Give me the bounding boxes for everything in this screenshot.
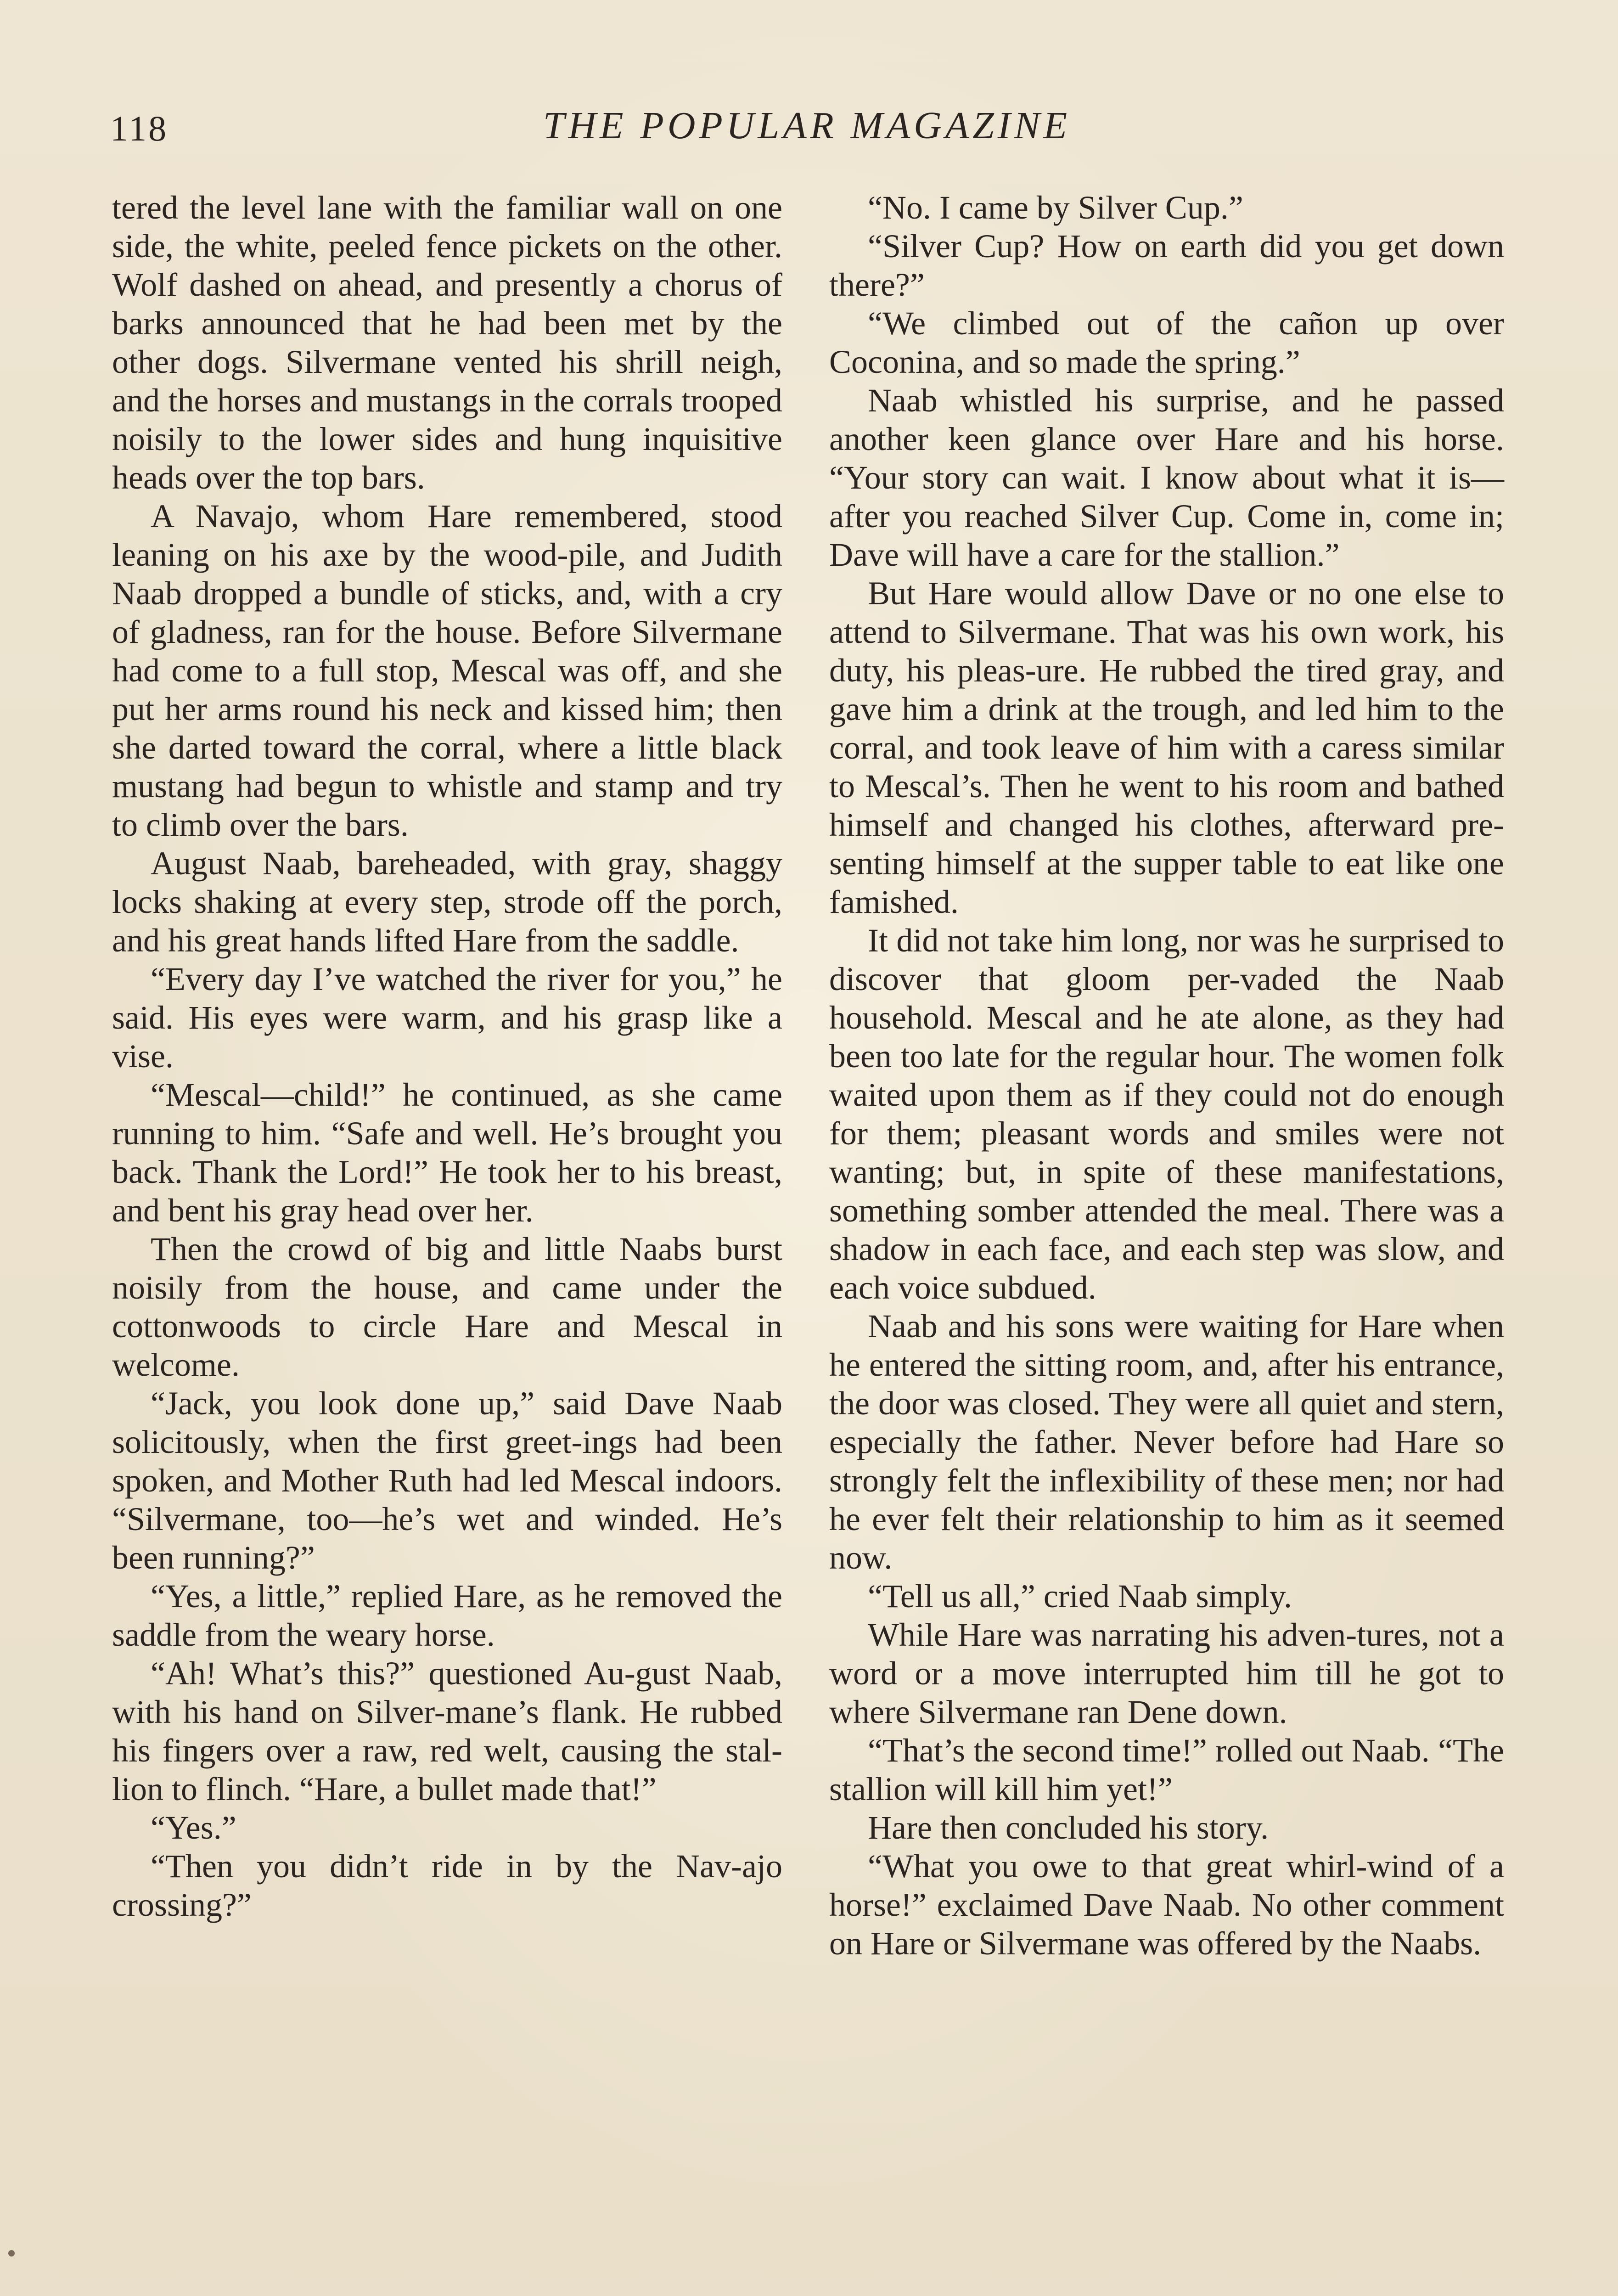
- right-column: [829, 188, 1504, 1963]
- paragraph: Naab and his sons were waiting for Hare when he entered the sitting room, and, after his entrance, the door was closed. They were all quiet and stern, especially the father. Never before had Hare so strongly felt the inflexibility of these men; nor had he ever felt their relationship to him as it seemed now.: [829, 1308, 1504, 1576]
- paragraph: It did not take him long, nor was he surprised to discover that gloom per-vaded the Naab household. Mescal and he ate alone, as they had been too late for the regular hour. The women folk waited upon them as if they could not do enough for them; pleasant words and smiles were not wanting; but, in spite of these manifestations, something somber attended the meal. There was a shadow in each face, and each step was slow, and each voice subdued.: [829, 922, 1504, 1306]
- paper-speck: [8, 2250, 15, 2257]
- paragraph: “Silver Cup? How on earth did you get down there?”: [829, 228, 1504, 303]
- paragraph: “Mescal—child!” he continued, as she came running to him. “Safe and well. He’s brought you back. Thank the Lord!” He took her to his breast, and bent his gray head over her.: [112, 1076, 782, 1229]
- paragraph: “Tell us all,” cried Naab simply.: [868, 1578, 1292, 1615]
- running-title: THE POPULAR MAGAZINE: [543, 104, 1071, 147]
- paragraph: “Yes.”: [151, 1809, 236, 1846]
- paragraph: “No. I came by Silver Cup.”: [868, 189, 1243, 226]
- paragraph: tered the level lane with the familiar wall on one side, the white, peeled fence pickets on the other. Wolf dashed on ahead, and presently a chorus of barks announced that he had been met by the other dogs. Silvermane vented his shrill neigh, and the horses and mustangs in the corrals trooped noisily to the lower sides and hung inquisitive heads over the top bars.: [112, 189, 782, 496]
- paragraph: Then the crowd of big and little Naabs burst noisily from the house, and came under the cottonwoods to circle Hare and Mescal in welcome.: [112, 1231, 782, 1383]
- paragraph: “Then you didn’t ride in by the Nav-ajo crossing?”: [112, 1848, 782, 1923]
- paragraph: “Yes, a little,” replied Hare, as he removed the saddle from the weary horse.: [112, 1578, 782, 1653]
- left-column: [112, 188, 782, 1924]
- paragraph: While Hare was narrating his adven-tures, not a word or a move interrupted him till he got to where Silvermane ran Dene down.: [829, 1616, 1504, 1730]
- page-header: [110, 103, 1504, 158]
- paragraph: A Navajo, whom Hare remembered, stood leaning on his axe by the wood-pile, and Judith Naab dropped a bundle of sticks, and, with a cry of gladness, ran for the house. Before Silvermane had come to a full stop, Mescal was off, and she put her arms round his neck and kissed him; then she darted toward the corral, where a little black mustang had begun to whistle and stamp and try to climb over the bars.: [112, 498, 782, 843]
- paragraph: “What you owe to that great whirl-wind of a horse!” exclaimed Dave Naab. No other comment on Hare or Silvermane was offered by the Naabs.: [829, 1848, 1504, 1962]
- paragraph: Naab whistled his surprise, and he passed another keen glance over Hare and his horse. “Your story can wait. I know about what it is—after you reached Silver Cup. Come in, come in; Dave will have a care for the stallion.”: [829, 382, 1504, 573]
- paragraph: “Every day I’ve watched the river for you,” he said. His eyes were warm, and his grasp like a vise.: [112, 961, 782, 1075]
- paragraph: “We climbed out of the cañon up over Coconina, and so made the spring.”: [829, 305, 1504, 380]
- paragraph: “Jack, you look done up,” said Dave Naab solicitously, when the first greet-ings had been spoken, and Mother Ruth had led Mescal indoors. “Silvermane, too—he’s wet and winded. He’s been running?”: [112, 1385, 782, 1576]
- paragraph: Hare then concluded his story.: [868, 1809, 1269, 1846]
- paragraph: August Naab, bareheaded, with gray, shaggy locks shaking at every step, strode off the porch, and his great hands lifted Hare from the saddle.: [112, 845, 782, 959]
- paragraph: “Ah! What’s this?” questioned Au-gust Naab, with his hand on Silver-mane’s flank. He rubbed his fingers over a raw, red welt, causing the stal-lion to flinch. “Hare, a bullet made that!”: [112, 1655, 782, 1807]
- paragraph: “That’s the second time!” rolled out Naab. “The stallion will kill him yet!”: [829, 1732, 1504, 1807]
- page-number: 118: [110, 108, 169, 148]
- paragraph: But Hare would allow Dave or no one else to attend to Silvermane. That was his own work, his duty, his pleas-ure. He rubbed the tired gray, and gave him a drink at the trough, and led him to the corral, and took leave of him with a caress similar to Mescal’s. Then he went to his room and bathed himself and changed his clothes, afterward pre-senting himself at the supper table to eat like one famished.: [829, 575, 1504, 920]
